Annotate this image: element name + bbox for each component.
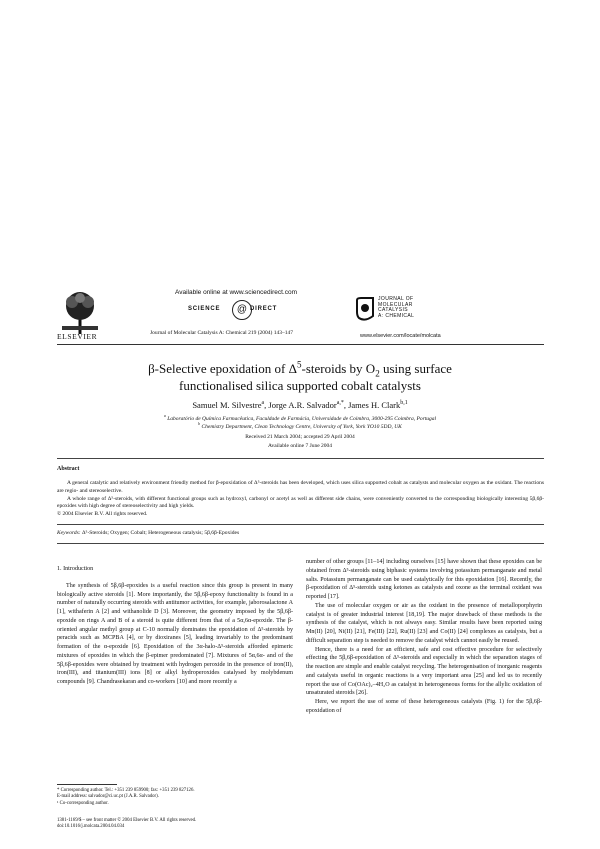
journal-logo-line: MOLECULAR: [378, 301, 413, 308]
body-paragraph: number of other groups [11–14] including ourselves [15] have shown that these epoxides can be obtained from Δ⁵-steroids using biphasic systems involving potassium permanganate and metal salts. Potassium permanganate can be used catalytically for this epoxidation [16]. Recently, the β-epoxidation of Δ⁵-steroids using ketones as catalysts and oxone as the terminal oxidant was reported [17].: [306, 559, 542, 600]
copyright-line: © 2004 Elsevier B.V. All rights reserved.: [57, 511, 148, 518]
sciencedirect-at-icon: @: [232, 300, 252, 320]
affiliation-b: $^b$ Chemistry Department, Clean Technology Centre, University of York, York YO10 5DD, UK: [198, 422, 402, 430]
footnote-coauthor: ¹ Co-corresponding author.: [57, 800, 109, 806]
author-name: Jorge A.R. Salvador: [268, 400, 337, 410]
author-marks: a: [261, 400, 265, 407]
body-paragraph: The synthesis of 5β,6β-epoxides is a useful reaction since this group is present in many biologically active steroids [1]. More importantly, the 5β,6β-epoxy functionality is found in a number of naturally occurring steroids with antitumor activities, for example, jaborosalactone A [1], withaferin A [2] and withanolide D [3]. Moreover, the geometry imposed by the 5β,6β-epoxide on rings A and B of a steroid is quite different from that of a 5α,6α-epoxide. The β-oriented angular methyl group at C-10 normally dominates the epoxidation of Δ⁵-steroids by peracids such as MCPBA [4], or by dioxiranes [5], leading invariably to the predominant formation of the α-epoxide [6]. Epoxidation of the 3α-halo-Δ⁵-steroids afforded epimeric mixtures of epoxides in which the β-epimer predominated [7]. Mixtures of 5α,6α- and of the 5β,6β-epoxides were obtained by treatment with hydrogen peroxide in the presence of iron(II), iron(III), and titanium(III) ions [8] or alkyl hydroperoxides catalysed by molybdenum compounds [9]. Chandrasekaran and co-workers [10] and more recently a: [57, 582, 293, 685]
issn-line: 1381-1169/$ – see front matter © 2004 Elsevier B.V. All rights reserved.: [57, 818, 197, 823]
abstract-text: [57, 480, 544, 519]
footnote-corresponding: * Corresponding author. Tel.: +351 239 859900; fax: +351 239 827126.: [57, 788, 195, 793]
section-heading: 1. Introduction: [57, 566, 94, 572]
journal-logo-line: JOURNAL OF: [378, 296, 414, 302]
keywords-top-rule: [57, 524, 544, 525]
author-marks: b,1: [400, 400, 408, 407]
abstract-heading: Abstract: [57, 466, 80, 472]
footnote-email: E-mail address: salvador@ci.uc.pt (J.A.R. Salvador).: [57, 794, 159, 800]
affiliation-a: $^a$ Laboratório de Química Farmacêutica, Faculdade de Farmácia, Universidade de Coimbra, 3000-295 Coimbra, Portugal: [163, 414, 437, 422]
author-marks: a,*: [336, 400, 344, 407]
article-title: [60, 360, 540, 394]
author-name: Samuel M. Silvestre: [192, 400, 262, 410]
sciencedirect-logo: [188, 300, 308, 322]
body-paragraph: The use of molecular oxygen or air as the oxidant in the presence of metalloporphyrin catalyst is of greater industrial interest [18,19]. The major drawback of these methods is the synthesis of the catalyst, which is not always easy. Similar results have been reported using Mn(II) [20], Ni(II) [21], Fe(III) [22], Ru(II) [23] and Co(II) [24] complexes as catalysts, but a difficult separation step is needed to remove the catalyst which cannot easily be reused.: [306, 602, 542, 644]
journal-logo-line: CATALYSIS: [378, 307, 408, 313]
body-paragraph: Hence, there is a need for an efficient, safe and cost effective procedure for selectively effecting the 5β,6β-epoxidation of Δ⁵-steroids and especially in which the separation stages of the reaction are simple and enable catalyst recycling. The heterogenisation of inorganic reagents and catalysts useful in organic reactions is a very important area [25] and led us to recently report the use of Co(OAc)₂–4H₂O as catalyst in heterogeneous forms for the allylic oxidation of unsaturated steroids [26].: [306, 646, 542, 697]
journal-logo-title: [378, 297, 414, 319]
keywords-value: Δ⁵-Steroids; Oxygen; Cobalt; Heterogeneous catalysis; 5β,6β-Epoxides: [82, 530, 240, 536]
keywords-label: Keywords:: [57, 530, 81, 536]
abstract-paragraph: A general catalytic and relatively environment friendly method for β-epoxidation of Δ⁵-steroids has been developed, which uses silica supported cobalt as catalysts and molecular oxygen as the oxidant. The reactions are regio- and stereoselective.: [57, 480, 544, 494]
publisher-logo-text: ELSEVIER: [57, 332, 98, 341]
author-name: James H. Clark: [348, 400, 401, 410]
footnote-rule: [57, 784, 117, 785]
available-online-text: Available online at www.sciencedirect.com: [175, 289, 297, 296]
body-paragraph: Here, we report the use of some of these heterogeneous catalysts (Fig. 1) for the 5β,6β-epoxidation of: [306, 699, 542, 714]
journal-url-link[interactable]: www.elsevier.com/locate/molcata: [360, 333, 441, 339]
doi-line: doi:10.1016/j.molcata.2004.04.034: [57, 824, 125, 830]
received-dates: Received 21 March 2004; accepted 29 April 2004: [245, 434, 355, 440]
footnotes: [57, 788, 293, 807]
title-line-1: β-Selective epoxidation of $\Delta^5$-steroids by $O_2$ using surface: [148, 359, 452, 379]
available-online-date: Available online 7 June 2004: [267, 443, 333, 449]
journal-citation: Journal of Molecular Catalysis A: Chemical 219 (2004) 143–147: [150, 330, 293, 336]
author-list: Samuel M. Silvestre$^a$, Jorge A.R. Salvador$^{a,*}$, James H. Clark$^{b,1}$: [192, 400, 408, 410]
abstract-top-rule: [57, 458, 544, 459]
header-divider: [57, 344, 544, 345]
title-line-2: functionalised silica supported cobalt catalysts: [179, 378, 421, 393]
body-left-column: [57, 565, 293, 687]
keywords-line: [57, 530, 239, 536]
sciencedirect-left-text: SCIENCE: [188, 306, 221, 312]
page-bottom-info: [57, 818, 196, 831]
sciencedirect-right-text: DIRECT: [250, 306, 278, 312]
body-right-column: [306, 558, 542, 716]
keywords-bottom-rule: [57, 543, 544, 544]
abstract-paragraph: A whole range of Δ⁵-steroids, with different functional groups such as hydroxyl, carbonyl or acetyl as well as different side chains, were conveniently converted to the corresponding biologically interesting 5β,6β-epoxides with high degree of stereoselectivity and high yields.: [57, 495, 544, 510]
journal-logo-line: A: CHEMICAL: [378, 312, 415, 319]
elsevier-tree-logo: [58, 290, 102, 338]
